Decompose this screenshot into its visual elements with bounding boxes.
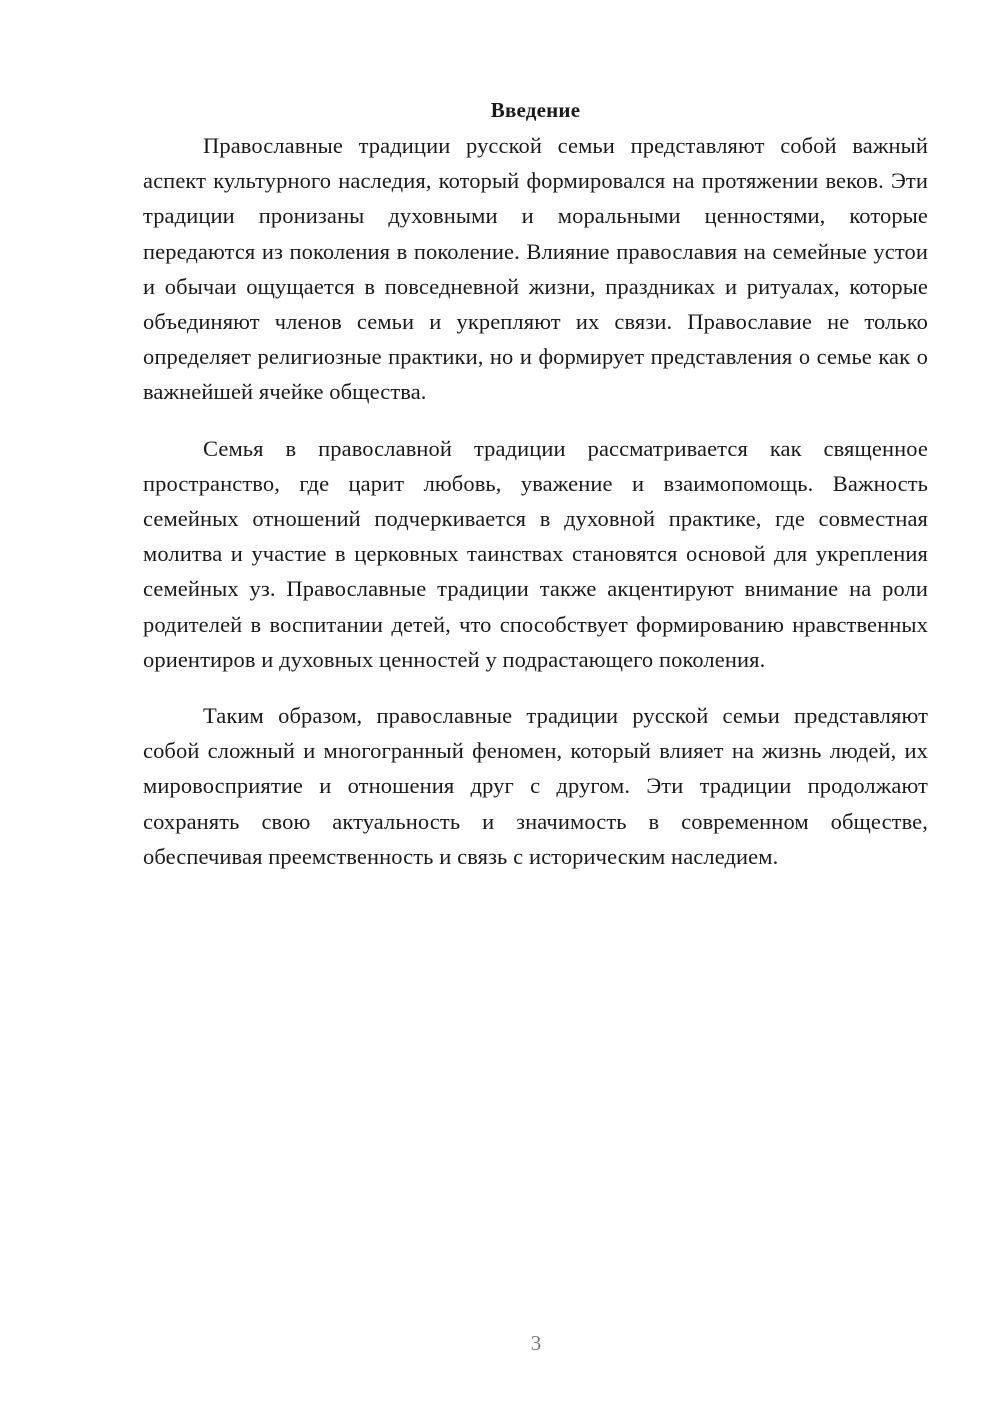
section-heading: Введение: [490, 98, 581, 122]
page-number: 3: [530, 1331, 542, 1355]
page-content: [143, 93, 928, 895]
paragraph-2: Семья в православной традиции рассматривается как священное пространство, где царит любовь, уважение и взаимопомощь. Важность семейных отношений подчеркивается в духовной практике, где совместная молитва и участие в церковных таинствах становятся основой для укрепления семейных уз. Православные традиции также акцентируют внимание на роли родителей в воспитании детей, что способствует формированию нравственных ориентиров и духовных ценностей у подрастающего поколения.: [143, 435, 928, 672]
paragraph-3: Таким образом, православные традиции русской семьи представляют собой сложный и многогранный феномен, который влияет на жизнь людей, их мировосприятие и отношения друг с другом. Эти традиции продолжают сохранять свою актуальность и значимость в современном обществе, обеспечивая преемственность и связь с историческим наследием.: [143, 703, 928, 869]
paragraph-1: Православные традиции русской семьи представляют собой важный аспект культурного наследия, который формировался на протяжении веков. Эти традиции пронизаны духовными и моральными ценностями, которые передаются из поколения в поколение. Влияние православия на семейные устои и обычаи ощущается в повседневной жизни, праздниках и ритуалах, которые объединяют членов семьи и укрепляют их связи. Православие не только определяет религиозные практики, но и формирует представления о семье как о важнейшей ячейке общества.: [143, 133, 928, 405]
